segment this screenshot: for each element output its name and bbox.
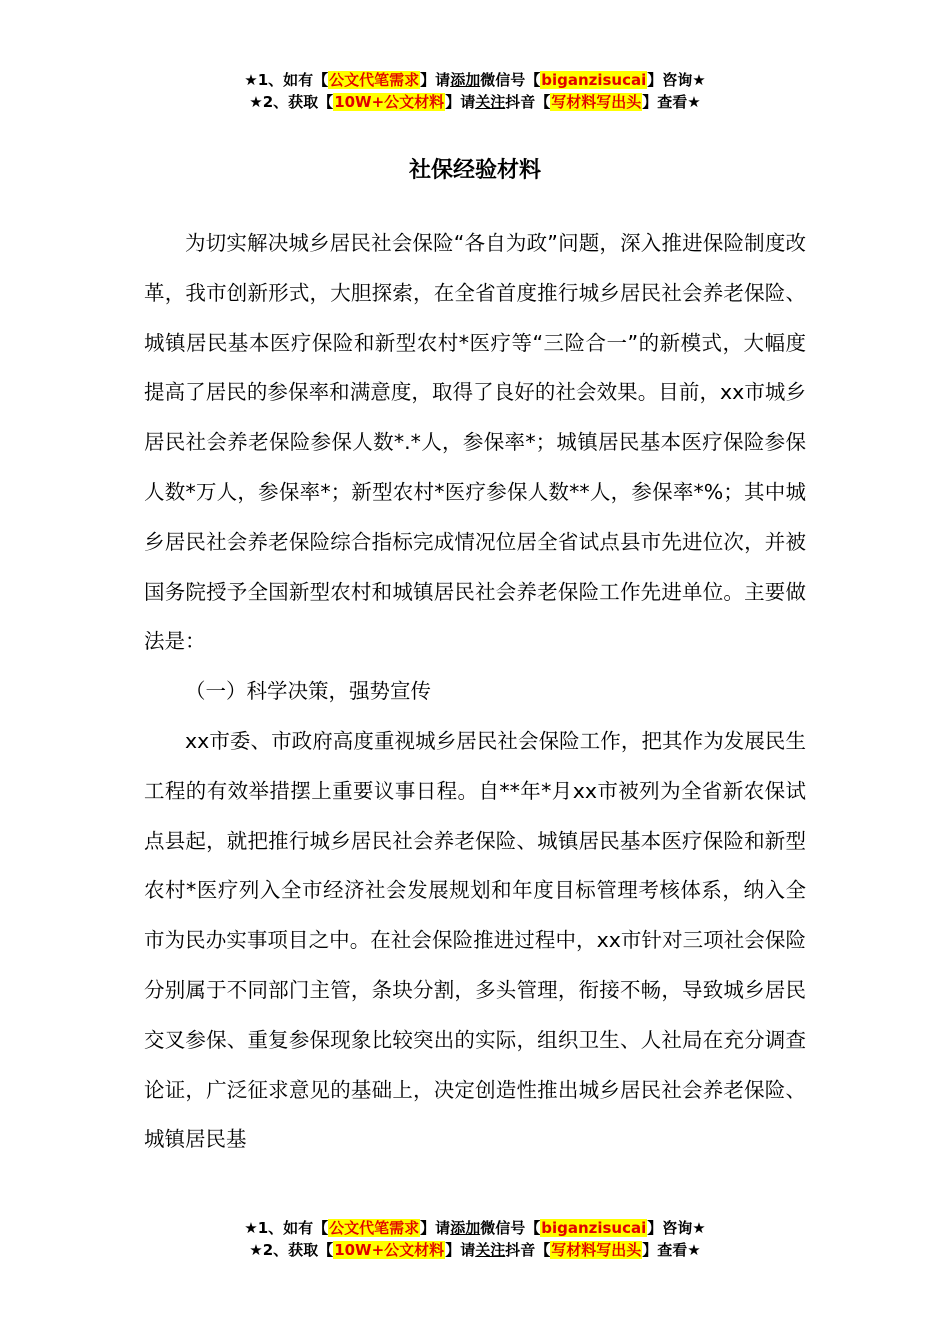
wechat-id-highlight: biganzisucai — [541, 71, 647, 89]
wechat-id-highlight: biganzisucai — [541, 1219, 647, 1237]
material-count-highlight: 10W+公文材料 — [334, 93, 445, 111]
material-count-highlight: 10W+公文材料 — [334, 1241, 445, 1259]
follow-emphasis: 关注 — [475, 1241, 506, 1259]
douyin-account-highlight: 写材料写出头 — [551, 93, 642, 111]
promo-line-2: ★2、获取【10W+公文材料】请关注抖音【写材料写出头】查看★ — [249, 93, 701, 111]
douyin-account-highlight: 写材料写出头 — [551, 1241, 642, 1259]
promo-line-1: ★1、如有【公文代笔需求】请添加微信号【biganzisucai】咨询★ — [244, 1219, 706, 1237]
ghostwriting-need-highlight: 公文代笔需求 — [329, 71, 420, 89]
promo-footer — [0, 1217, 950, 1261]
document-title: 社保经验材料 — [408, 158, 541, 183]
promo-line-1: ★1、如有【公文代笔需求】请添加微信号【biganzisucai】咨询★ — [244, 71, 706, 89]
section-heading-1: （一）科学决策，强势宣传 — [185, 679, 431, 704]
add-emphasis: 添加 — [450, 1219, 481, 1237]
ghostwriting-need-highlight: 公文代笔需求 — [329, 1219, 420, 1237]
intro-paragraph: 为切实解决城乡居民社会保险“各自为政”问题，深入推进保险制度改革，我市创新形式，大胆探索，在全省首度推行城乡居民社会养老保险、城镇居民基本医疗保险和新型农村*医疗等“三险合一”的新模式，大幅度提高了居民的参保率和满意度，取得了良好的社会效果。目前，xx市城乡居民社会养老保险参保人数*.*人，参保率*；城镇居民基本医疗保险参保人数*万人，参保率*；新型农村*医疗参保人数**人，参保率*%；其中城乡居民社会养老保险综合指标完成情况位居全省试点县市先进位次，并被国务院授予全国新型农村和城镇居民社会养老保险工作先进单位。主要做法是： — [144, 231, 806, 654]
promo-line-2: ★2、获取【10W+公文材料】请关注抖音【写材料写出头】查看★ — [249, 1241, 701, 1259]
add-emphasis: 添加 — [450, 71, 481, 89]
document-body — [144, 219, 806, 1165]
section-1-paragraph: xx市委、市政府高度重视城乡居民社会保险工作，把其作为发展民生工程的有效举措摆上重要议事日程。自**年*月xx市被列为全省新农保试点县起，就把推行城乡居民社会养老保险、城镇居民基本医疗保险和新型农村*医疗列入全市经济社会发展规划和年度目标管理考核体系，纳入全市为民办实事项目之中。在社会保险推进过程中，xx市针对三项社会保险分别属于不同部门主管，条块分割，多头管理，衔接不畅，导致城乡居民交叉参保、重复参保现象比较突出的实际，组织卫生、人社局在充分调查论证，广泛征求意见的基础上，决定创造性推出城乡居民社会养老保险、城镇居民基 — [144, 728, 806, 1152]
follow-emphasis: 关注 — [475, 93, 506, 111]
promo-header — [0, 69, 950, 113]
